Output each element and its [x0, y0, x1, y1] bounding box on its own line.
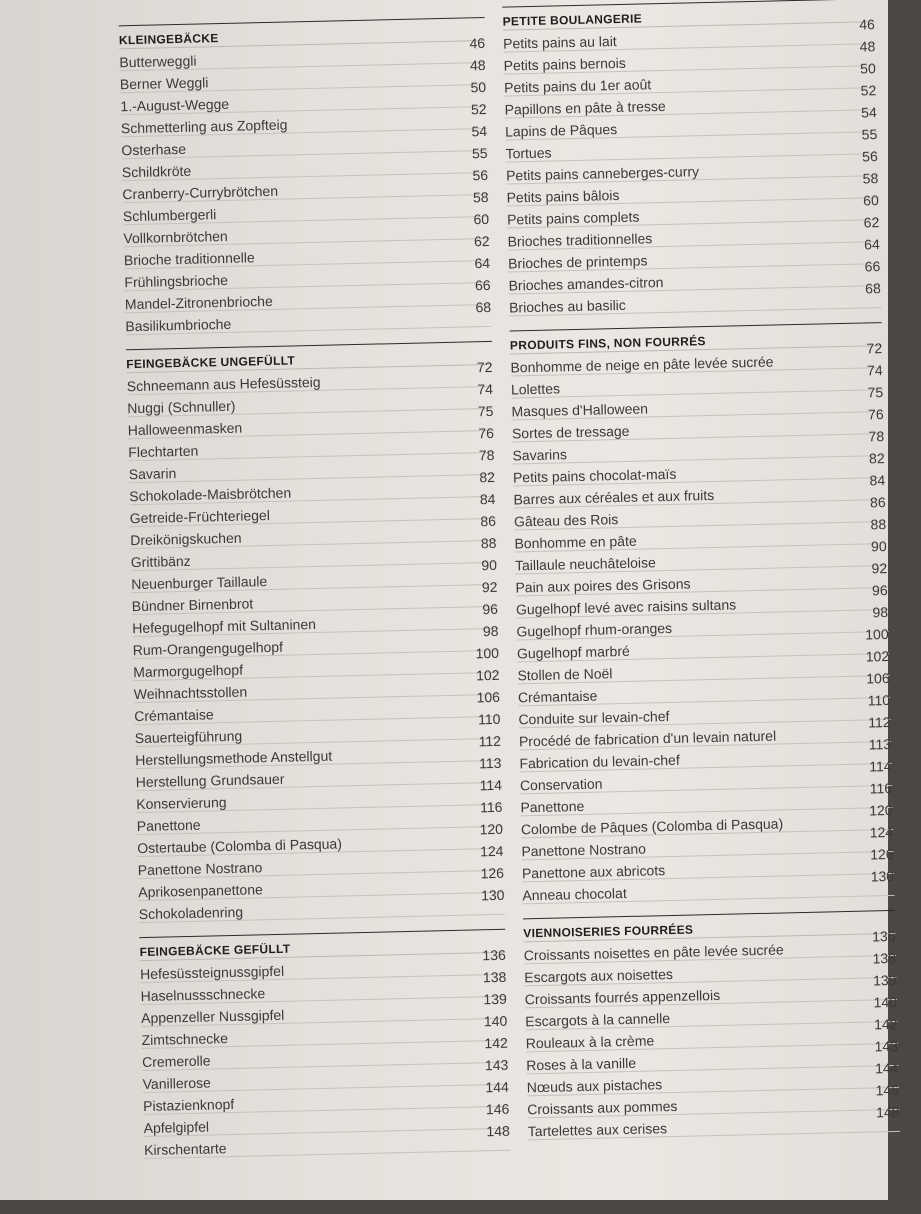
- entry-page-number: 116: [479, 798, 503, 816]
- entry-title: Brioche traditionnelle: [123, 249, 255, 269]
- entry-page-number: 100: [475, 644, 500, 662]
- entry-page-number: 102: [865, 647, 890, 665]
- entry-title: Pain aux poires des Grisons: [515, 575, 691, 596]
- entry-title: Conservation: [519, 775, 603, 794]
- entry-page-number: 113: [478, 754, 502, 772]
- entry-title: Berner Weggli: [119, 74, 209, 93]
- entry-title: Basilikumbrioche: [125, 315, 232, 335]
- entry-page-number: 143: [484, 1056, 509, 1074]
- entry-title: Rum-Orangengugelhopf: [132, 638, 284, 659]
- entry-page-number: 66: [474, 276, 491, 294]
- entry-title: Petits pains bernois: [503, 54, 626, 74]
- entry-title: 1.-August-Wegge: [120, 95, 230, 115]
- entry-title: Barres aux céréales et aux fruits: [513, 486, 715, 508]
- entry-title: Sortes de tressage: [511, 422, 630, 442]
- entry-title: Gugelhopf marbré: [516, 642, 630, 662]
- entry-page-number: 148: [486, 1122, 510, 1140]
- entry-title: Crémantaise: [134, 706, 214, 725]
- entry-title: Petits pains du 1er août: [503, 76, 652, 96]
- entry-page-number: 60: [863, 192, 879, 209]
- entry-title: Savarin: [128, 465, 177, 483]
- entry-page-number: 90: [870, 538, 887, 555]
- entry-page-number: 148: [875, 1103, 900, 1121]
- entry-page-number: 110: [477, 710, 501, 728]
- entry-title: Butterweggli: [119, 52, 197, 71]
- entry-title: Petits pains complets: [506, 208, 640, 228]
- entry-page-number: 78: [478, 446, 495, 464]
- entry-title: Haselnussschnecke: [140, 985, 266, 1005]
- section-heading: FEINGEBÄCKE GEFÜLLT: [139, 936, 505, 961]
- entry-title: Bonhomme en pâte: [514, 532, 637, 552]
- entry-title: Roses à la vanille: [526, 1054, 637, 1074]
- entry-page-number: 72: [476, 358, 493, 376]
- entry-title: Schildkröte: [121, 162, 192, 181]
- entry-title: Frühlingsbrioche: [124, 271, 229, 291]
- entry-page-number: 75: [477, 402, 494, 420]
- entry-title: Brioches amandes-citron: [508, 274, 664, 294]
- entry-title: Tartelettes aux cerises: [527, 1120, 668, 1140]
- entry-page-number: 126: [480, 864, 505, 882]
- entry-title: Zimtschnecke: [141, 1030, 229, 1049]
- entry-title: Vollkornbrötchen: [123, 227, 228, 247]
- entry-page-number: 55: [861, 126, 878, 143]
- entry-page-number: 96: [871, 582, 888, 599]
- entry-title: Petits pains au lait: [502, 33, 617, 52]
- section-heading: FEINGEBÄCKE UNGEFÜLLT: [126, 348, 492, 373]
- entry-page-number: 142: [484, 1034, 508, 1052]
- entry-page-number: 112: [478, 732, 502, 750]
- entry-title: Brioches de printemps: [507, 252, 648, 272]
- entry-page-number: 120: [479, 820, 504, 838]
- entry-page-number: 84: [869, 472, 886, 489]
- entry-page-number: 138: [872, 949, 897, 967]
- entry-title: Procédé de fabrication d'un levain naturel: [518, 727, 777, 750]
- entry-page-number: 146: [485, 1100, 510, 1118]
- entry-page-number: 86: [480, 512, 497, 530]
- entry-title: Grittibänz: [130, 552, 191, 571]
- entry-title: Getreide-Früchteriegel: [129, 507, 270, 527]
- entry-page-number: 50: [470, 78, 487, 96]
- entry-page-number: 92: [871, 560, 888, 577]
- entry-page-number: 102: [475, 666, 500, 684]
- entry-page-number: 98: [872, 604, 889, 621]
- entry-page-number: 92: [481, 578, 498, 596]
- entry-page-number: 52: [860, 82, 877, 99]
- entry-title: Croissants aux pommes: [527, 1097, 678, 1118]
- entry-page-number: 143: [874, 1037, 899, 1055]
- section-heading: PRODUITS FINS, NON FOURRÉS: [510, 329, 882, 354]
- entry-page-number: 82: [868, 450, 885, 467]
- entry-title: Schmetterling aus Zopfteig: [120, 116, 288, 137]
- entry-title: Schneemann aus Hefesüssteig: [126, 373, 321, 395]
- entry-title: Neuenburger Taillaule: [131, 573, 268, 593]
- entry-title: Sauerteigführung: [134, 727, 243, 747]
- entry-page-number: 46: [469, 35, 486, 52]
- entry-title: Mandel-Zitronenbrioche: [124, 292, 273, 313]
- entry-page-number: 62: [863, 214, 880, 231]
- section-heading: PETITE BOULANGERIE: [502, 5, 874, 30]
- entry-title: Dreikönigskuchen: [130, 529, 242, 549]
- entry-title: Konservierung: [136, 794, 227, 813]
- entry-page-number: 64: [864, 236, 880, 253]
- entry-page-number: 113: [868, 735, 892, 753]
- entry-title: Gâteau des Rois: [513, 511, 619, 530]
- toc-section-feingebacke-ungefullt: [126, 341, 505, 923]
- toc-section-petite-boulangerie: [502, 0, 881, 317]
- entry-title: Fabrication du levain-chef: [519, 751, 680, 772]
- toc-section-produits-fins-non-fourres: [510, 322, 895, 904]
- entry-title: Flechtarten: [128, 442, 199, 461]
- entry-page-number: 86: [869, 494, 886, 511]
- entry-title: Bündner Birnenbrot: [131, 595, 254, 615]
- entry-title: Escargots aux noisettes: [524, 965, 674, 986]
- entry-title: Panettone Nostrano: [521, 840, 647, 860]
- entry-page-number: 140: [873, 993, 898, 1011]
- entry-page-number: 126: [870, 845, 894, 863]
- entry-title: Bonhomme de neige en pâte levée sucrée: [510, 353, 774, 376]
- entry-page-number: 66: [864, 258, 881, 275]
- entry-title: Papillons en pâte à tresse: [504, 97, 666, 118]
- entry-title: Panettone: [520, 797, 585, 816]
- toc-section-feingebacke-gefullt: [139, 929, 510, 1159]
- entry-page-number: 76: [867, 406, 884, 423]
- entry-page-number: 58: [862, 170, 879, 187]
- entry-page-number: 90: [481, 556, 498, 574]
- entry-title: Hefesüssteignussgipfel: [139, 962, 285, 983]
- entry-page-number: 88: [480, 534, 497, 552]
- entry-page-number: 46: [859, 16, 875, 33]
- entry-title: Schokolade-Maisbrötchen: [129, 484, 292, 505]
- entry-page-number: 138: [482, 968, 507, 986]
- entry-title: Petits pains chocolat-maïs: [512, 465, 677, 486]
- entry-page-number: 139: [872, 971, 897, 989]
- entry-page-number: 64: [474, 254, 491, 272]
- entry-title: Conduite sur levain-chef: [518, 707, 670, 728]
- entry-page-number: 114: [479, 776, 503, 794]
- entry-title: Appenzeller Nussgipfel: [140, 1006, 285, 1027]
- entry-page-number: 78: [868, 428, 885, 445]
- entry-title: Gugelhopf rhum-oranges: [516, 619, 673, 640]
- entry-page-number: 72: [866, 340, 883, 357]
- entry-page-number: 130: [870, 867, 895, 885]
- entry-page-number: 120: [869, 801, 893, 819]
- entry-page-number: 60: [473, 210, 490, 228]
- entry-title: Panettone: [136, 816, 201, 835]
- entry-page-number: 142: [873, 1015, 898, 1033]
- entry-title: Savarins: [512, 446, 568, 464]
- entry-page-number: 48: [469, 57, 486, 74]
- entry-page-number: 68: [475, 298, 492, 316]
- entry-page-number: 136: [482, 946, 506, 964]
- entry-title: Brioches traditionnelles: [507, 230, 653, 250]
- entry-title: Taillaule neuchâteloise: [514, 554, 656, 574]
- toc-section-viennoiseries-fourrees: [523, 910, 900, 1140]
- entry-page-number: 106: [476, 688, 501, 706]
- entry-title: Schokoladenring: [138, 903, 244, 923]
- entry-title: Colombe de Pâques (Colomba di Pasqua): [520, 815, 784, 838]
- entry-title: Anneau chocolat: [522, 885, 627, 904]
- entry-title: Pistazienknopf: [142, 1095, 235, 1115]
- entry-title: Herstellung Grundsauer: [135, 770, 285, 791]
- toc-column-german: [119, 17, 511, 1159]
- entry-page-number: 106: [866, 669, 890, 687]
- entry-page-number: 56: [472, 166, 489, 184]
- toc-section-kleingebacke: [119, 17, 492, 335]
- entry-title: Escargots à la cannelle: [525, 1010, 671, 1030]
- entry-title: Lapins de Pâques: [504, 121, 618, 140]
- entry-title: Schlumbergerli: [122, 206, 217, 225]
- entry-page-number: 75: [867, 384, 884, 401]
- section-heading: VIENNOISERIES FOURRÉES: [523, 917, 895, 942]
- entry-title: Croissants fourrés appenzellois: [524, 986, 721, 1008]
- entry-page-number: 84: [479, 490, 496, 508]
- entry-page-number: 54: [471, 122, 488, 140]
- entry-page-number: 88: [870, 516, 887, 533]
- entry-title: Kirschentarte: [143, 1140, 227, 1159]
- entry-title: Vanillerose: [142, 1074, 212, 1093]
- entry-title: Aprikosenpanettone: [138, 881, 263, 901]
- entry-title: Halloweenmasken: [127, 419, 243, 439]
- entry-page-number: 74: [866, 362, 883, 379]
- entry-title: Apfelgipfel: [143, 1118, 210, 1137]
- entry-page-number: 100: [865, 626, 889, 643]
- entry-page-number: 76: [478, 424, 495, 442]
- entry-title: Petits pains bâlois: [506, 186, 620, 206]
- entry-title: Stollen de Noël: [517, 665, 613, 684]
- entry-title: Ostertaube (Colomba di Pasqua): [137, 835, 343, 857]
- toc-column-french: [502, 0, 900, 1140]
- entry-title: Gugelhopf levé avec raisins sultans: [515, 596, 737, 618]
- entry-page-number: 54: [861, 104, 877, 121]
- entry-page-number: 110: [867, 691, 891, 709]
- entry-title: Hefegugelhopf mit Sultaninen: [132, 615, 317, 637]
- entry-title: Panettone Nostrano: [137, 859, 263, 879]
- entry-title: Weihnachtsstollen: [133, 683, 248, 703]
- entry-page-number: 144: [874, 1059, 899, 1077]
- entry-page-number: 62: [473, 232, 490, 250]
- entry-title: Nœuds aux pistaches: [526, 1076, 663, 1096]
- entry-page-number: 98: [482, 622, 499, 640]
- entry-title: Cremerolle: [141, 1052, 211, 1071]
- entry-page-number: 139: [483, 990, 507, 1008]
- entry-title: Lolettes: [510, 380, 561, 398]
- entry-page-number: 112: [868, 713, 891, 731]
- entry-page-number: 144: [485, 1078, 509, 1096]
- entry-page-number: 96: [482, 600, 499, 618]
- entry-title: Crémantaise: [517, 687, 598, 706]
- entry-page-number: 82: [479, 468, 496, 486]
- entry-page-number: 52: [470, 100, 487, 118]
- entry-title: Rouleaux à la crème: [525, 1032, 655, 1052]
- entry-page-number: 68: [865, 280, 881, 297]
- entry-page-number: 50: [860, 60, 876, 77]
- entry-page-number: 116: [869, 779, 893, 797]
- entry-page-number: 124: [479, 842, 504, 860]
- entry-page-number: 140: [483, 1012, 508, 1030]
- entry-title: Herstellungsmethode Anstellgut: [135, 747, 333, 769]
- entry-title: Petits pains canneberges-curry: [505, 163, 700, 184]
- entry-title: Nuggi (Schnuller): [127, 397, 236, 417]
- entry-page-number: 124: [869, 823, 894, 841]
- entry-title: Tortues: [505, 144, 552, 162]
- entry-page-number: 114: [869, 757, 892, 775]
- entry-title: Panettone aux abricots: [521, 862, 666, 882]
- entry-title: Osterhase: [121, 140, 187, 159]
- section-heading: KLEINGEBÄCKE: [119, 24, 485, 49]
- entry-page-number: 56: [862, 148, 878, 165]
- entry-page-number: 146: [875, 1081, 900, 1099]
- entry-title: Masques d'Halloween: [511, 400, 649, 420]
- entry-title: Cranberry-Currybrötchen: [122, 182, 279, 203]
- entry-title: Croissants noisettes en pâte levée sucrée: [523, 941, 784, 964]
- entry-page-number: 136: [871, 927, 896, 945]
- entry-page-number: 58: [472, 188, 489, 206]
- entry-page-number: 55: [471, 144, 488, 162]
- entry-page-number: 74: [477, 380, 494, 398]
- entry-page-number: 130: [480, 886, 505, 904]
- entry-title: Brioches au basilic: [508, 296, 626, 316]
- entry-page-number: 48: [859, 38, 876, 55]
- entry-title: Marmorgugelhopf: [133, 661, 244, 681]
